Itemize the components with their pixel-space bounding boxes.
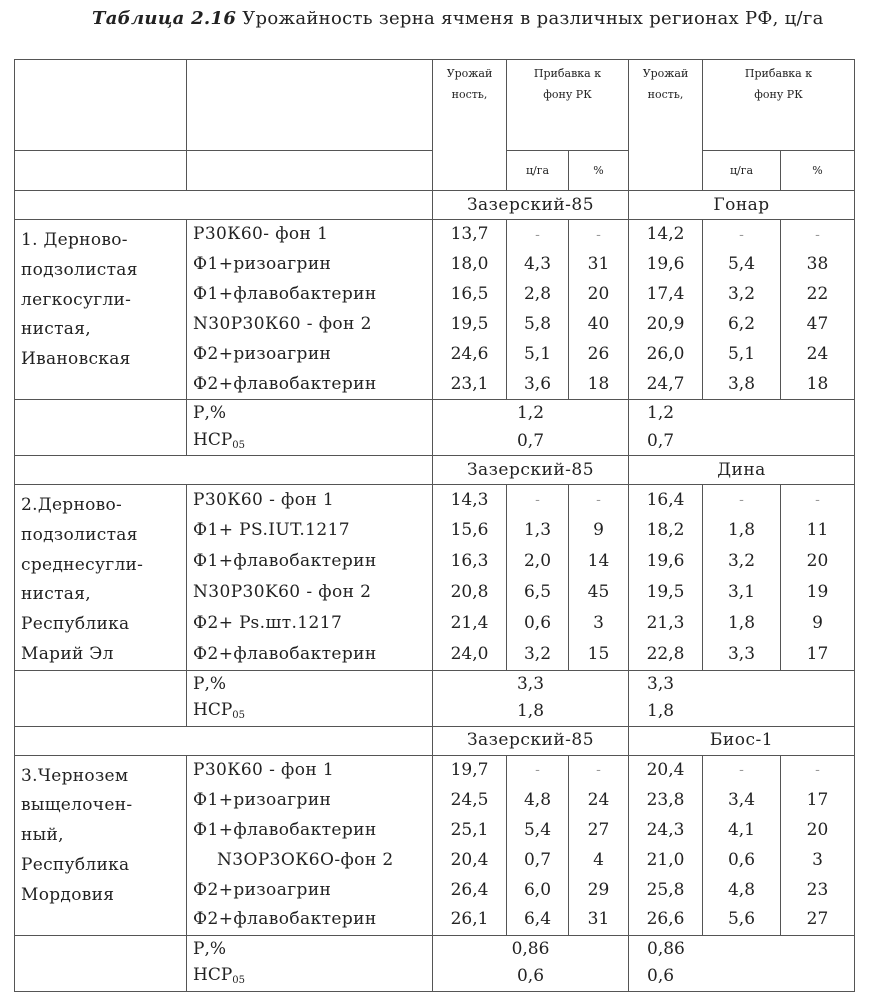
stat-label-text: НСР (193, 700, 233, 721)
stat-empty (15, 400, 187, 428)
lsd-label (187, 963, 433, 991)
cell-y2: 17,4 (629, 280, 703, 310)
cell-p2: 17 (781, 785, 855, 815)
header-increase-2: Прибавка к фону РК (703, 60, 855, 151)
cell-p1: 27 (569, 815, 629, 845)
region-line: Республика (21, 854, 130, 875)
cell-p1: 3 (569, 608, 629, 639)
cell-a2: 6,2 (703, 310, 781, 340)
cell-a1: 6,5 (507, 577, 569, 608)
cell-y2: 22,8 (629, 639, 703, 670)
region-line: 2.Дерново- (21, 495, 123, 515)
treatment-label: Р30К60 - фон 1 (187, 755, 433, 785)
cell-p1: 45 (569, 577, 629, 608)
cell-a1: 2,8 (507, 280, 569, 310)
region-line: подзолистая (21, 524, 138, 545)
cell-y1: 24,5 (433, 785, 507, 815)
cell-a1: 4,8 (507, 785, 569, 815)
treatment-label: N30P30K60 - фон 2 (187, 577, 433, 608)
cell-p1: - (569, 755, 629, 785)
cell-a1: 6,0 (507, 875, 569, 905)
cell-p2: 38 (781, 250, 855, 280)
header-yield-2: Урожай ность, (629, 60, 703, 191)
region-line: выщелочен- (21, 795, 133, 816)
cell-p2: 11 (781, 515, 855, 546)
cell-y1: 25,1 (433, 815, 507, 845)
cell-p2: 24 (781, 340, 855, 370)
treatment-label: Ф1+ризоагрин (187, 785, 433, 815)
stat-value-2: 1,8 (629, 698, 855, 726)
variety-empty (15, 726, 433, 755)
cell-p2: 22 (781, 280, 855, 310)
table-caption: Урожайность зерна ячменя в различных регионах РФ, ц/га (242, 8, 824, 29)
cell-y2: 21,3 (629, 608, 703, 639)
cell-a2: 4,8 (703, 875, 781, 905)
cell-a1: 3,6 (507, 370, 569, 400)
cell-y2: 20,4 (629, 755, 703, 785)
region-line: среднесугли- (21, 554, 144, 575)
cell-y1: 26,4 (433, 875, 507, 905)
cell-y2: 19,5 (629, 577, 703, 608)
stat-label-text: Р,% (193, 938, 226, 959)
cell-y1: 18,0 (433, 250, 507, 280)
unit-cga-2: ц/га (703, 151, 781, 191)
cell-p1: 31 (569, 905, 629, 935)
cell-y2: 24,7 (629, 370, 703, 400)
region-cell (15, 220, 187, 400)
accuracy-label (187, 935, 433, 963)
lsd-row (15, 428, 855, 456)
cell-a2: - (703, 485, 781, 516)
cell-a1: 0,7 (507, 845, 569, 875)
stat-value-1: 1,2 (433, 400, 629, 428)
cell-p1: 14 (569, 546, 629, 577)
cell-p2: 9 (781, 608, 855, 639)
region-line: нистая, (21, 584, 91, 605)
treatment-label: Р30К60- фон 1 (187, 220, 433, 250)
cell-p2: 47 (781, 310, 855, 340)
cell-y2: 25,8 (629, 875, 703, 905)
variety-name-2: Дина (629, 456, 855, 485)
treatment-label: Ф2+ризоагрин (187, 875, 433, 905)
cell-y1: 16,5 (433, 280, 507, 310)
cell-a1: 5,8 (507, 310, 569, 340)
stat-empty (15, 670, 187, 698)
header-row (15, 60, 855, 151)
table-row (15, 755, 855, 785)
cell-y2: 18,2 (629, 515, 703, 546)
cell-a2: 3,2 (703, 546, 781, 577)
cell-a2: - (703, 755, 781, 785)
cell-p1: 26 (569, 340, 629, 370)
cell-y1: 21,4 (433, 608, 507, 639)
cell-p2: 19 (781, 577, 855, 608)
stat-value-1: 0,7 (433, 428, 629, 456)
stat-value-2: 3,3 (629, 670, 855, 698)
cell-p1: 31 (569, 250, 629, 280)
cell-y2: 16,4 (629, 485, 703, 516)
header-empty-treatment (187, 60, 433, 151)
treatment-label: Ф1+флавобактерин (187, 815, 433, 845)
region-line: Республика (21, 614, 130, 634)
cell-p1: 15 (569, 639, 629, 670)
lsd-label (187, 698, 433, 726)
cell-y1: 24,0 (433, 639, 507, 670)
stat-label-text: Р,% (193, 403, 226, 424)
cell-p2: 20 (781, 815, 855, 845)
treatment-label: Ф1+ризоагрин (187, 250, 433, 280)
variety-name-1: Зазерский-85 (433, 456, 629, 485)
cell-a1: 2,0 (507, 546, 569, 577)
cell-y1: 16,3 (433, 546, 507, 577)
treatment-label: N3ОР3ОК6О-фон 2 (187, 845, 433, 875)
cell-y2: 20,9 (629, 310, 703, 340)
cell-a2: 5,1 (703, 340, 781, 370)
cell-a2: 3,1 (703, 577, 781, 608)
header-empty-region (15, 60, 187, 151)
cell-a1: 5,1 (507, 340, 569, 370)
accuracy-label (187, 670, 433, 698)
cell-a1: - (507, 755, 569, 785)
cell-p1: 18 (569, 370, 629, 400)
treatment-label: Ф2+ Ps.шт.1217 (187, 608, 433, 639)
table-row (15, 485, 855, 516)
cell-y1: 23,1 (433, 370, 507, 400)
cell-a1: - (507, 220, 569, 250)
region-line: подзолистая (21, 259, 138, 280)
variety-row (15, 726, 855, 755)
cell-y1: 19,5 (433, 310, 507, 340)
stat-label-text: Р,% (193, 673, 226, 694)
cell-y2: 26,6 (629, 905, 703, 935)
cell-a1: - (507, 485, 569, 516)
cell-p2: - (781, 485, 855, 516)
accuracy-row (15, 400, 855, 428)
cell-a2: 3,4 (703, 785, 781, 815)
variety-empty (15, 191, 433, 220)
cell-y2: 21,0 (629, 845, 703, 875)
cell-a1: 3,2 (507, 639, 569, 670)
cell-y2: 26,0 (629, 340, 703, 370)
region-line: Мордовия (21, 884, 115, 905)
region-line: ный, (21, 825, 64, 845)
header-increase-1: Прибавка к фону РК (507, 60, 629, 151)
cell-a2: 3,3 (703, 639, 781, 670)
cell-p2: 20 (781, 546, 855, 577)
cell-y1: 20,4 (433, 845, 507, 875)
variety-name-1: Зазерский-85 (433, 726, 629, 755)
yield-table (14, 59, 855, 992)
stat-empty (15, 698, 187, 726)
cell-p1: 20 (569, 280, 629, 310)
unit-pct-1: % (569, 151, 629, 191)
header-yield-1: Урожай ность, (433, 60, 507, 191)
region-line: 3.Чернозем (21, 765, 129, 786)
variety-name-2: Гонар (629, 191, 855, 220)
cell-p1: 4 (569, 845, 629, 875)
stat-label-text: НСР (193, 965, 233, 986)
cell-p2: 27 (781, 905, 855, 935)
treatment-label: Ф2+флавобактерин (187, 905, 433, 935)
unit-cga-1: ц/га (507, 151, 569, 191)
cell-a2: 1,8 (703, 608, 781, 639)
stat-empty (15, 428, 187, 456)
region-cell (15, 485, 187, 671)
cell-a2: 3,2 (703, 280, 781, 310)
variety-name-2: Биос-1 (629, 726, 855, 755)
cell-p1: 29 (569, 875, 629, 905)
region-line: 1. Дерново- (21, 230, 128, 250)
cell-p2: 17 (781, 639, 855, 670)
cell-a1: 0,6 (507, 608, 569, 639)
cell-y2: 19,6 (629, 546, 703, 577)
stat-value-2: 0,86 (629, 935, 855, 963)
cell-a1: 6,4 (507, 905, 569, 935)
stat-label-subscript: 05 (232, 710, 246, 722)
cell-a2: 5,4 (703, 250, 781, 280)
cell-a2: 0,6 (703, 845, 781, 875)
treatment-label: Ф2+флавобактерин (187, 370, 433, 400)
cell-p1: 9 (569, 515, 629, 546)
stat-label-subscript: 05 (232, 439, 246, 451)
stat-value-1: 0,86 (433, 935, 629, 963)
cell-a1: 4,3 (507, 250, 569, 280)
cell-y2: 23,8 (629, 785, 703, 815)
cell-p1: - (569, 485, 629, 516)
region-line: Марий Эл (21, 643, 114, 664)
stat-value-1: 1,8 (433, 698, 629, 726)
accuracy-row (15, 670, 855, 698)
cell-y1: 15,6 (433, 515, 507, 546)
cell-y1: 26,1 (433, 905, 507, 935)
stat-value-2: 1,2 (629, 400, 855, 428)
treatment-label: Ф2+ризоагрин (187, 340, 433, 370)
table-title (92, 8, 824, 29)
cell-p1: 40 (569, 310, 629, 340)
cell-y1: 19,7 (433, 755, 507, 785)
region-line: Ивановская (21, 349, 131, 369)
cell-a2: - (703, 220, 781, 250)
stat-value-2: 0,6 (629, 963, 855, 991)
accuracy-label (187, 400, 433, 428)
cell-y1: 20,8 (433, 577, 507, 608)
unit-pct-2: % (781, 151, 855, 191)
cell-p1: - (569, 220, 629, 250)
header-empty (15, 151, 187, 191)
cell-a2: 4,1 (703, 815, 781, 845)
region-line: легкосугли- (21, 289, 132, 310)
cell-y1: 13,7 (433, 220, 507, 250)
treatment-label: Ф1+ PS.IUT.1217 (187, 515, 433, 546)
lsd-row (15, 698, 855, 726)
treatment-label: Р30К60 - фон 1 (187, 485, 433, 516)
cell-a2: 1,8 (703, 515, 781, 546)
cell-p2: 23 (781, 875, 855, 905)
cell-a1: 5,4 (507, 815, 569, 845)
region-line: нистая, (21, 319, 91, 340)
cell-p1: 24 (569, 785, 629, 815)
cell-a1: 1,3 (507, 515, 569, 546)
stat-label-subscript: 05 (232, 975, 246, 987)
cell-a2: 5,6 (703, 905, 781, 935)
treatment-label: N30Р30К60 - фон 2 (187, 310, 433, 340)
stat-value-2: 0,7 (629, 428, 855, 456)
region-cell (15, 755, 187, 935)
accuracy-row (15, 935, 855, 963)
table-number: Таблица 2.16 (92, 8, 237, 29)
stat-empty (15, 935, 187, 963)
cell-y1: 14,3 (433, 485, 507, 516)
cell-y2: 19,6 (629, 250, 703, 280)
stat-label-text: НСР (193, 429, 233, 450)
cell-y2: 14,2 (629, 220, 703, 250)
treatment-label: Ф1+флавобактерин (187, 280, 433, 310)
cell-p2: - (781, 755, 855, 785)
treatment-label: Ф2+флавобактерин (187, 639, 433, 670)
treatment-label: Ф1+флавобактерин (187, 546, 433, 577)
cell-y1: 24,6 (433, 340, 507, 370)
variety-row (15, 456, 855, 485)
cell-a2: 3,8 (703, 370, 781, 400)
variety-name-1: Зазерский-85 (433, 191, 629, 220)
lsd-label (187, 428, 433, 456)
stat-value-1: 0,6 (433, 963, 629, 991)
variety-row (15, 191, 855, 220)
cell-y2: 24,3 (629, 815, 703, 845)
header-empty (187, 151, 433, 191)
variety-empty (15, 456, 433, 485)
cell-p2: 18 (781, 370, 855, 400)
lsd-row (15, 963, 855, 991)
cell-p2: - (781, 220, 855, 250)
stat-empty (15, 963, 187, 991)
table-row (15, 220, 855, 250)
cell-p2: 3 (781, 845, 855, 875)
stat-value-1: 3,3 (433, 670, 629, 698)
